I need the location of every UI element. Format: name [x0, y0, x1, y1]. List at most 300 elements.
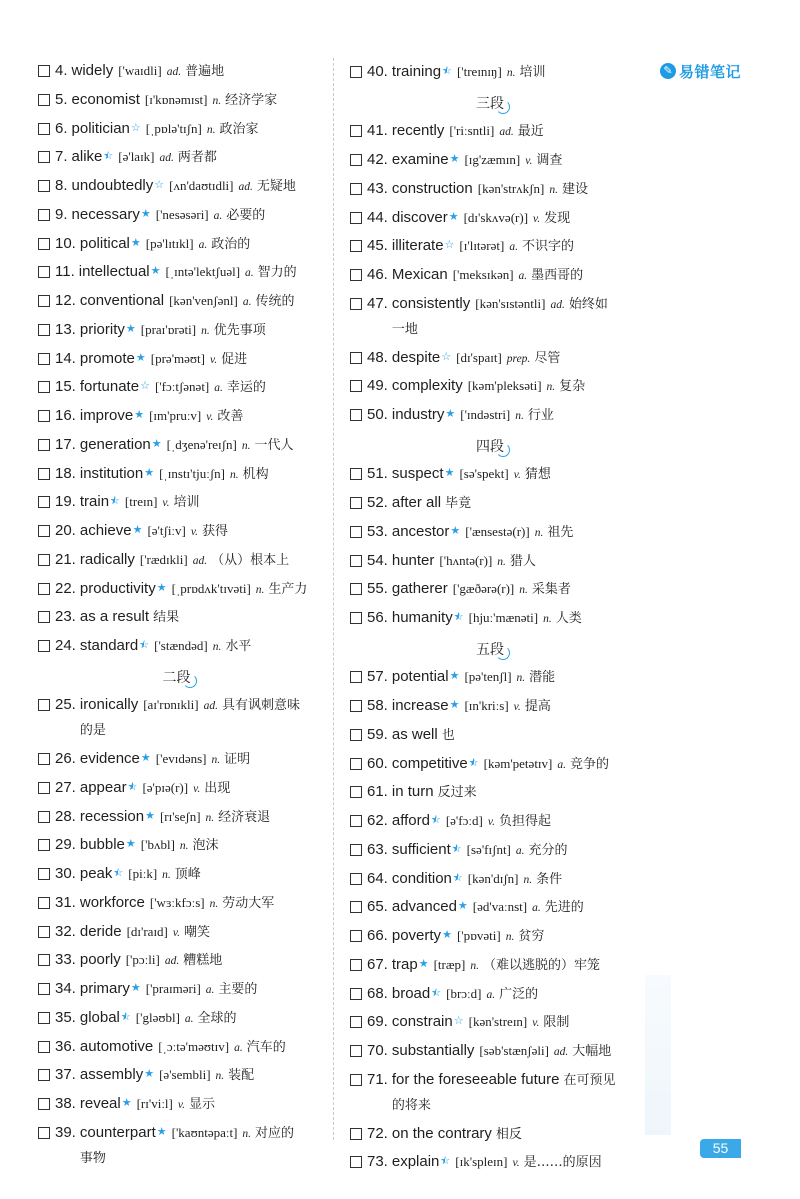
vocab-entry — [350, 867, 630, 896]
entry-meaning: 获得 — [202, 524, 229, 539]
entry-meaning: 祖先 — [547, 524, 574, 540]
checkbox-icon — [38, 1069, 50, 1081]
part-of-speech: v. — [172, 926, 181, 939]
part-of-speech: ad. — [203, 700, 218, 713]
entry-number: 15. — [55, 378, 76, 396]
part-of-speech: n. — [205, 811, 215, 824]
entry-meaning: 反过来 — [437, 785, 477, 801]
entry-number: 39. — [55, 1123, 76, 1141]
heading-circle-icon — [496, 646, 510, 660]
entry-phonetic: [ˌɪnstɪ'tjuːʃn] — [159, 465, 225, 481]
vocab-entry — [38, 747, 315, 776]
entry-phonetic: ['ɪndəstri] — [460, 407, 511, 422]
entry-phonetic: ['hʌntə(r)] — [439, 552, 493, 568]
entry-word: promote — [79, 349, 135, 367]
page-edge-shade — [645, 975, 671, 1135]
part-of-speech: a. — [509, 241, 518, 254]
part-of-speech: n. — [241, 439, 251, 452]
star-full-icon — [157, 582, 167, 593]
entry-body — [392, 148, 563, 173]
star-half-icon — [113, 867, 123, 878]
part-of-speech: v. — [210, 353, 218, 366]
vocab-entry — [38, 862, 315, 891]
entry-word: as a result — [79, 608, 150, 626]
entry-word: widely — [71, 62, 114, 79]
part-of-speech: n. — [516, 672, 526, 685]
entry-word: on the contrary — [391, 1124, 492, 1142]
entry-body — [392, 1010, 570, 1035]
entry-word: evidence — [79, 750, 140, 767]
vocab-entry — [38, 490, 315, 519]
vocab-entry — [350, 577, 630, 606]
entry-number: 28. — [55, 807, 76, 825]
entry-word: gatherer — [391, 580, 448, 598]
entry-number: 56. — [367, 609, 388, 626]
entry-phonetic: ['pɒvəti] — [456, 928, 501, 943]
entry-meaning: 培训 — [519, 65, 546, 80]
entry-meaning: 装配 — [228, 1068, 255, 1084]
entry-word: recession — [79, 807, 145, 825]
entry-body — [392, 752, 609, 777]
entry-number: 22. — [55, 579, 76, 597]
entry-body — [80, 776, 230, 801]
checkbox-icon — [350, 125, 362, 137]
part-of-speech: a. — [245, 267, 254, 280]
entry-body — [80, 577, 308, 602]
entry-body — [72, 117, 259, 142]
vocab-entry — [38, 1035, 315, 1064]
vocab-entry — [350, 403, 630, 432]
entry-phonetic: [kəm'pleksəti] — [467, 378, 542, 394]
entry-word: workforce — [79, 893, 145, 911]
entry-phonetic: [ˌprɒdʌk'tɪvəti] — [171, 580, 251, 596]
star-full-icon — [450, 670, 460, 681]
section-heading — [350, 432, 630, 463]
entry-word: as well — [391, 725, 438, 743]
part-of-speech: n. — [162, 869, 171, 881]
entry-body — [392, 520, 574, 545]
entry-body — [80, 948, 222, 973]
entry-word: priority — [79, 320, 125, 338]
checkbox-icon — [350, 844, 362, 856]
star-half-icon — [431, 987, 441, 998]
part-of-speech: a. — [205, 984, 215, 996]
entry-meaning: 猜想 — [524, 467, 551, 483]
entry-body — [80, 833, 219, 858]
entry-phonetic: ['gləʊbl] — [135, 1009, 180, 1025]
star-full-icon — [141, 208, 151, 219]
star-outline-icon — [441, 351, 451, 362]
entry-meaning: 采集者 — [531, 582, 571, 598]
entry-phonetic: ['bʌbl] — [140, 837, 175, 853]
entry-word: increase — [391, 697, 449, 714]
entry-phonetic: [ɪn'kriːs] — [464, 698, 509, 713]
vocab-entry — [38, 977, 315, 1006]
entry-phonetic: [kəm'petətɪv] — [483, 755, 553, 771]
entry-word: achieve — [79, 522, 132, 539]
vocab-entry — [350, 723, 630, 752]
part-of-speech: v. — [162, 497, 170, 510]
entry-word: alike — [71, 148, 103, 166]
entry-phonetic: [dɪ'skʌvə(r)] — [463, 209, 529, 225]
entry-number: 38. — [55, 1095, 76, 1112]
entry-number: 48. — [367, 348, 388, 366]
vocab-entry — [38, 260, 315, 289]
entry-number: 65. — [367, 898, 388, 916]
entry-word: Mexican — [391, 266, 448, 283]
entry-meaning: 行业 — [527, 408, 554, 423]
entry-word: constrain — [391, 1013, 453, 1031]
star-full-icon — [419, 958, 429, 969]
entry-word: bubble — [79, 836, 125, 854]
entry-phonetic: [piːk] — [128, 866, 158, 881]
entry-body — [80, 462, 269, 487]
entry-word: counterpart — [79, 1123, 156, 1141]
checkbox-icon — [38, 65, 50, 77]
entry-phonetic: [ə'laɪk] — [118, 149, 155, 165]
entry-body — [392, 292, 608, 342]
star-full-icon — [126, 323, 136, 334]
entry-body — [392, 982, 538, 1007]
part-of-speech: v. — [193, 782, 201, 795]
entry-word: deride — [79, 922, 122, 940]
entry-word: assembly — [79, 1066, 144, 1084]
vocab-entry — [38, 117, 315, 146]
star-full-icon — [136, 352, 146, 363]
entry-phonetic: ['ænsestə(r)] — [465, 523, 530, 539]
checkbox-icon — [38, 123, 50, 135]
checkbox-icon — [38, 640, 50, 652]
entry-word: consistently — [391, 294, 471, 312]
part-of-speech: n. — [255, 583, 265, 596]
entry-number: 9. — [55, 205, 68, 223]
part-of-speech: n. — [546, 381, 556, 394]
entry-word: trap — [391, 955, 418, 973]
entry-phonetic: [sə'fɪʃnt] — [466, 841, 511, 857]
entry-word: advanced — [391, 898, 457, 916]
entry-number: 21. — [55, 550, 76, 568]
entry-meaning: 经济学家 — [225, 92, 278, 108]
checkbox-icon — [38, 266, 50, 278]
entry-word: automotive — [79, 1037, 154, 1055]
entry-phonetic: [dɪ'raɪd] — [126, 923, 168, 939]
checkbox-icon — [350, 729, 362, 741]
part-of-speech: n. — [534, 526, 544, 539]
checkbox-icon — [350, 583, 362, 595]
entry-number: 42. — [367, 151, 388, 168]
entry-body — [392, 549, 536, 574]
entry-body — [72, 174, 296, 199]
entry-meaning: 主要的 — [218, 982, 258, 997]
entry-word: despite — [391, 348, 441, 366]
checkbox-icon — [350, 298, 362, 310]
entry-number: 8. — [55, 177, 68, 194]
entry-phonetic: ['praɪməri] — [145, 981, 201, 996]
part-of-speech: v. — [190, 526, 199, 538]
entry-body — [80, 433, 294, 458]
entry-meaning: 条件 — [536, 871, 563, 887]
entry-number: 50. — [367, 406, 388, 423]
entry-phonetic: [træp] — [433, 956, 466, 972]
entry-body — [392, 723, 455, 748]
entry-number: 47. — [367, 294, 388, 312]
entry-phonetic: [rɪ'viːl] — [136, 1096, 173, 1111]
entry-number: 54. — [367, 551, 388, 569]
entry-body — [80, 404, 244, 429]
entry-number: 20. — [55, 522, 76, 539]
checkbox-icon — [350, 468, 362, 480]
entry-body — [80, 805, 270, 830]
vocab-entry — [38, 347, 315, 376]
entry-meaning: 幸运的 — [226, 380, 266, 396]
entry-meaning: 广泛的 — [499, 986, 539, 1002]
star-half-icon — [431, 814, 441, 825]
entry-meaning: 糟糕地 — [183, 953, 223, 969]
star-half-icon — [453, 872, 463, 883]
heading-circle-icon — [496, 100, 510, 114]
entry-body — [72, 59, 225, 84]
vocab-entry — [350, 119, 630, 148]
part-of-speech: n. — [470, 959, 479, 972]
part-of-speech: prep. — [506, 352, 531, 365]
entry-phonetic: [kən'sɪstəntli] — [475, 295, 546, 311]
entry-word: examine — [391, 151, 449, 168]
vocab-entry — [350, 694, 630, 723]
vocab-entry — [350, 895, 630, 924]
entry-word: standard — [79, 637, 139, 654]
entry-body — [80, 375, 266, 400]
entry-number: 61. — [367, 783, 388, 801]
entry-body — [392, 867, 562, 892]
entry-phonetic: [pə'tenʃl] — [464, 669, 512, 685]
entry-body — [392, 953, 600, 978]
entry-word: peak — [79, 865, 113, 882]
entry-word: global — [79, 1008, 120, 1026]
checkbox-icon — [350, 1128, 362, 1140]
entry-number: 37. — [55, 1066, 76, 1084]
checkbox-icon — [38, 611, 50, 623]
entry-phonetic: [ˌɪntə'lektʃuəl] — [165, 264, 241, 280]
part-of-speech: a. — [486, 988, 496, 1001]
star-half-icon — [469, 757, 479, 768]
entry-number: 44. — [367, 208, 388, 226]
entry-meaning: 智力的 — [257, 265, 297, 281]
part-of-speech: ad. — [550, 298, 565, 311]
entry-word: sufficient — [391, 840, 451, 858]
entry-phonetic: ['kaʊntəpaːt] — [171, 1124, 238, 1140]
entry-number: 10. — [55, 234, 76, 252]
checkbox-icon — [350, 352, 362, 364]
checkbox-icon — [350, 240, 362, 252]
entry-meaning: 毕竟 — [445, 496, 472, 511]
entry-meaning: 建设 — [561, 181, 588, 197]
part-of-speech: n. — [242, 1127, 252, 1140]
part-of-speech: v. — [513, 701, 521, 713]
entry-phonetic: [praɪ'ɒrəti] — [140, 321, 197, 337]
entry-phonetic: [ˌpɒlə'tɪʃn] — [145, 120, 202, 136]
entry-word: suspect — [391, 465, 444, 483]
entry-number: 35. — [55, 1008, 76, 1026]
entry-phonetic: [ɪ'kɒnəmɪst] — [144, 91, 208, 107]
entry-number: 72. — [367, 1124, 388, 1142]
entry-number: 7. — [55, 148, 68, 166]
entry-body — [79, 260, 297, 285]
star-full-icon — [442, 929, 452, 940]
entry-meaning: 先进的 — [544, 900, 584, 916]
entry-phonetic: ['treɪnɪŋ] — [456, 64, 502, 79]
part-of-speech: ad. — [192, 554, 208, 567]
part-of-speech: n. — [519, 584, 528, 597]
checkbox-icon — [38, 525, 50, 537]
entry-body — [392, 780, 477, 805]
entry-meaning: 始终如 一地 — [391, 296, 608, 337]
entry-meaning: 显示 — [189, 1097, 216, 1112]
checkbox-icon — [350, 1016, 362, 1028]
entry-number: 30. — [55, 865, 76, 882]
entry-body — [392, 177, 588, 202]
entry-body — [392, 577, 571, 602]
checkbox-icon — [350, 1074, 362, 1086]
entry-phonetic: [ˌdʒenə'reɪʃn] — [166, 436, 237, 452]
entry-number: 19. — [55, 493, 76, 511]
checkbox-icon — [38, 868, 50, 880]
vocab-entry — [38, 519, 315, 548]
entry-number: 29. — [55, 836, 76, 854]
entry-body — [392, 895, 584, 920]
entry-body — [72, 88, 278, 113]
part-of-speech: v. — [177, 1099, 186, 1111]
entry-body — [80, 862, 201, 887]
vocab-entry — [350, 809, 630, 838]
part-of-speech: a. — [518, 270, 528, 282]
part-of-speech: n. — [523, 873, 533, 886]
checkbox-icon — [350, 66, 362, 78]
part-of-speech: ad. — [166, 66, 182, 78]
checkbox-icon — [38, 468, 50, 480]
star-full-icon — [126, 838, 136, 849]
checkbox-icon — [38, 94, 50, 106]
entry-number: 62. — [367, 812, 388, 829]
entry-body — [392, 809, 551, 834]
entry-meaning: 经济衰退 — [218, 809, 271, 825]
section-heading-label — [476, 89, 504, 120]
part-of-speech: a. — [557, 758, 566, 771]
entry-word: in turn — [391, 783, 434, 801]
entry-body — [72, 145, 217, 170]
entry-phonetic: [hjuː'mænəti] — [468, 610, 539, 625]
entry-number: 14. — [55, 349, 76, 367]
entry-word: explain — [391, 1153, 440, 1171]
entry-number: 46. — [367, 266, 388, 283]
checkbox-icon — [350, 815, 362, 827]
entry-phonetic: [ˌɔːtə'məʊtɪv] — [158, 1038, 230, 1054]
entry-number: 53. — [367, 522, 388, 540]
vocab-entry — [350, 292, 630, 346]
entry-number: 66. — [367, 927, 388, 944]
star-outline-icon — [131, 122, 141, 133]
entry-meaning: 调查 — [536, 153, 563, 168]
vocab-entry — [350, 462, 630, 491]
entry-body — [392, 606, 582, 631]
entry-phonetic: [ə'pɪə(r)] — [142, 779, 189, 795]
entry-number: 17. — [55, 435, 76, 453]
entry-body — [392, 119, 544, 144]
entry-meaning: 复杂 — [559, 379, 586, 395]
entry-word: primary — [79, 980, 130, 997]
entry-meaning: 也 — [441, 727, 455, 743]
vocab-entry — [350, 924, 630, 953]
part-of-speech: n. — [212, 641, 222, 653]
entry-phonetic: ['meksɪkən] — [452, 267, 514, 282]
entry-meaning: 一代人 — [254, 437, 294, 453]
entry-meaning: 是……的原因 — [523, 1155, 602, 1171]
entry-body — [392, 374, 585, 399]
entry-phonetic: ['rædɪkli] — [139, 551, 188, 567]
part-of-speech: n. — [212, 94, 222, 107]
checkbox-icon — [38, 699, 50, 711]
star-full-icon — [131, 982, 141, 993]
entry-number: 63. — [367, 840, 388, 858]
entry-phonetic: [treɪn] — [124, 494, 158, 510]
entry-word: discover — [391, 208, 448, 226]
section-heading-text: 二段 — [162, 669, 191, 686]
entry-number: 16. — [55, 407, 76, 424]
star-half-icon — [442, 65, 452, 76]
entry-word: economist — [71, 90, 140, 108]
vocab-entry — [350, 982, 630, 1011]
checkbox-icon — [350, 612, 362, 624]
entry-meaning: 无疑地 — [256, 179, 296, 194]
part-of-speech: n. — [209, 897, 219, 910]
entry-phonetic: [ə'tʃiːv] — [147, 523, 186, 538]
entry-meaning: 贫穷 — [518, 929, 545, 944]
entry-meaning: 嘲笑 — [184, 924, 211, 940]
entry-body — [392, 1039, 611, 1064]
part-of-speech: a. — [242, 296, 252, 308]
vocab-entry — [350, 1068, 630, 1122]
vocab-entry — [350, 177, 630, 206]
vocab-entry — [38, 289, 315, 318]
entry-number: 64. — [367, 869, 388, 887]
entry-body — [80, 1063, 254, 1088]
part-of-speech: ad. — [499, 126, 514, 139]
vocab-entry — [350, 520, 630, 549]
entry-phonetic: [ə'fɔːd] — [445, 813, 483, 828]
entry-body — [392, 694, 551, 719]
star-full-icon — [450, 525, 460, 536]
entry-body — [80, 634, 252, 659]
entry-meaning: 发现 — [544, 210, 571, 226]
entry-meaning: 必要的 — [226, 207, 266, 223]
star-half-icon — [110, 495, 120, 506]
checkbox-icon — [350, 526, 362, 538]
checkbox-icon — [38, 381, 50, 393]
star-half-icon — [103, 150, 113, 161]
entry-meaning: 改善 — [217, 409, 244, 424]
entry-phonetic: [rɪ'seʃn] — [159, 808, 201, 824]
checkbox-icon — [38, 353, 50, 365]
part-of-speech: a. — [198, 238, 208, 251]
vocab-entry — [350, 1010, 630, 1039]
part-of-speech: n. — [211, 754, 221, 766]
entry-word: politician — [71, 119, 130, 137]
entry-meaning: 泡沫 — [192, 838, 219, 854]
entry-meaning: 生产力 — [268, 581, 308, 597]
entry-phonetic: [ɪg'zæmɪn] — [464, 152, 521, 167]
vocab-entry — [38, 88, 315, 117]
star-half-icon — [454, 611, 464, 622]
entry-meaning: 机构 — [242, 466, 269, 482]
